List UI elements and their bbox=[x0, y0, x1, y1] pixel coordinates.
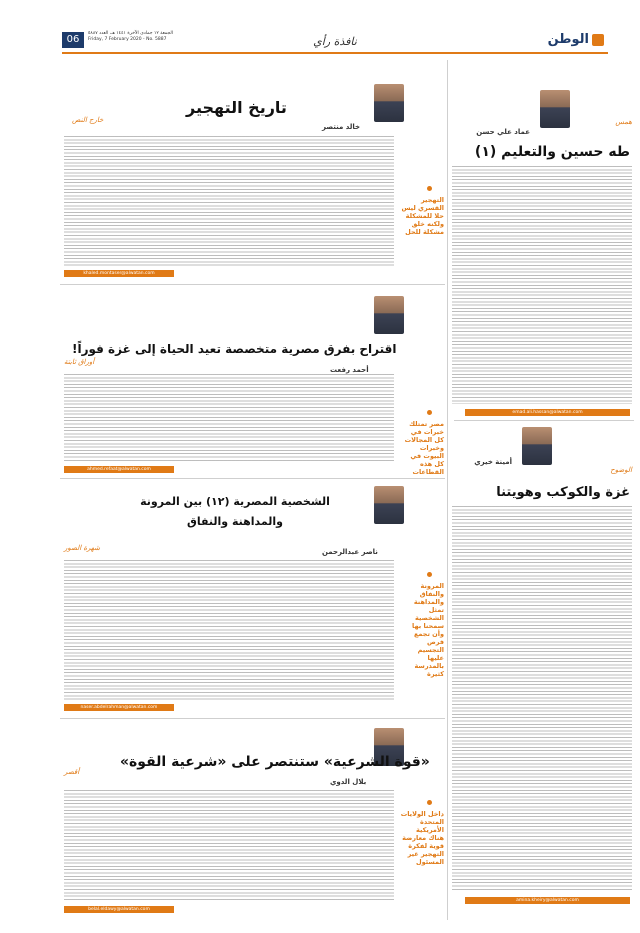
page-header bbox=[62, 30, 608, 54]
quote-bullet-icon bbox=[427, 186, 432, 191]
column-rubric: شهرة الصور bbox=[64, 544, 100, 552]
pull-quote: المرونة والنفاق والمداهنة تمثل الشخصية سمحنا بها وأن تجمع فرص التجسيم عليها بالمدرسة كثيرة bbox=[412, 582, 444, 678]
author-email: khaled.montaser@alwatan.com bbox=[64, 270, 174, 277]
article-headline: طه حسين والتعليم (١) bbox=[474, 144, 630, 160]
author-name: أحمد رفعت bbox=[330, 366, 369, 374]
article-headline: «قوة الشرعية» ستنتصر على «شرعية القوة» bbox=[120, 754, 430, 770]
page-number: 06 bbox=[62, 32, 84, 48]
column-divider bbox=[447, 60, 448, 920]
quote-bullet-icon bbox=[427, 800, 432, 805]
author-photo bbox=[374, 296, 404, 334]
author-name: أمينة خيري bbox=[474, 458, 512, 466]
article-body-text bbox=[64, 790, 394, 902]
author-name: بلال الدوي bbox=[330, 778, 367, 786]
section-divider bbox=[454, 420, 634, 421]
brand-logo bbox=[548, 32, 604, 47]
author-photo bbox=[374, 84, 404, 122]
date-english: Friday, 7 February 2020 - No. 5887 bbox=[88, 37, 167, 42]
author-email: belal.eldawy@alwatan.com bbox=[64, 906, 174, 913]
article-body-text bbox=[64, 560, 394, 700]
date-arabic: الجمعة ١٢ جمادى الآخرة ١٤٤١ هـ، العدد ٥٨٨٧ bbox=[88, 31, 173, 36]
author-name: خالد منتصر bbox=[322, 123, 361, 131]
author-email: amina.kheiry@alwatan.com bbox=[465, 897, 630, 904]
right-column-rubric: همس bbox=[615, 118, 632, 126]
author-photo bbox=[374, 486, 404, 524]
brand-name: الوطن bbox=[547, 32, 589, 47]
author-name: ناصر عبدالرحمن bbox=[322, 548, 378, 556]
article-headline: غزة والكوكب وهويتنا bbox=[496, 485, 630, 500]
section-divider bbox=[60, 284, 445, 285]
author-email: naser.abdelrahman@alwatan.com bbox=[64, 704, 174, 711]
author-name: عماد علي حسن bbox=[476, 128, 530, 136]
article-body-text bbox=[452, 166, 632, 404]
section-divider bbox=[60, 478, 445, 479]
author-photo bbox=[540, 90, 570, 128]
author-photo bbox=[522, 427, 552, 465]
article-headline: تاريخ التهجير bbox=[186, 98, 287, 117]
article-headline: الشخصية المصرية (١٢) بين المرونة والمداهنة والنفاق bbox=[140, 495, 330, 528]
dateline bbox=[88, 31, 173, 43]
article-body-text bbox=[452, 506, 632, 892]
article-headline: اقتراح بفرق مصرية متخصصة تعيد الحياة إلى غزة فوراً! bbox=[72, 342, 397, 356]
column-rubric: خارج النص bbox=[72, 116, 104, 124]
right-column-rubric: الوضوح bbox=[610, 466, 632, 474]
column-rubric: أوراق ثابتة bbox=[64, 358, 95, 366]
quote-bullet-icon bbox=[427, 410, 432, 415]
author-email: ahmed.refaat@alwatan.com bbox=[64, 466, 174, 473]
section-title: نافذة رأي bbox=[313, 35, 357, 48]
author-email: emad.ali.hassan@alwatan.com bbox=[465, 409, 630, 416]
column-rubric: أقصر bbox=[64, 768, 80, 776]
brand-mark-icon bbox=[592, 34, 604, 46]
pull-quote: التهجير القسري ليس حلا للمشكلة ولكنه خلق مشكلة للحل bbox=[401, 196, 444, 236]
pull-quote: مصر تمتلك خبرات في كل المجالات وخبرات البيوت في كل هذه القطاعات bbox=[404, 420, 444, 476]
section-divider bbox=[60, 718, 445, 719]
article-body-text bbox=[64, 136, 394, 266]
pull-quote: داخل الولايات المتحدة الأمريكية هناك معارضة قوية لفكرة التهجير غير المسئول bbox=[400, 810, 444, 866]
quote-bullet-icon bbox=[427, 572, 432, 577]
article-body-text bbox=[64, 374, 394, 462]
